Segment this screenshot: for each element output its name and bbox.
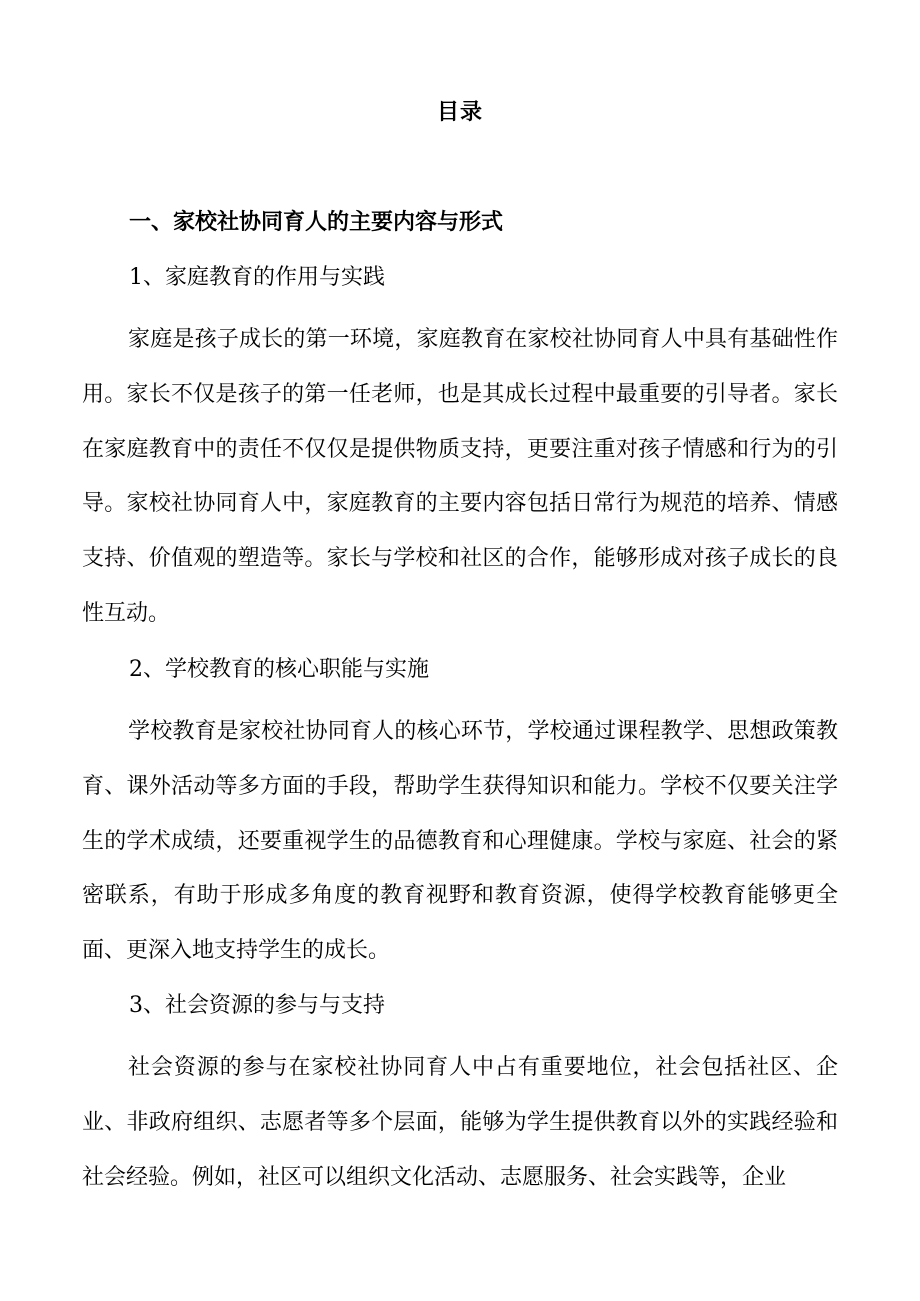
paragraph-1: 家庭是孩子成长的第一环境，家庭教育在家校社协同育人中具有基础性作用。家长不仅是孩子的第一任老师，也是其成长过程中最重要的引导者。家长在家庭教育中的责任不仅仅是提供物质支持，更要注重对孩子情感和行为的引导。家校社协同育人中，家庭教育的主要内容包括日常行为规范的培养、情感支持、价值观的塑造等。家长与学校和社区的合作，能够形成对孩子成长的良性互动。 [82, 327, 838, 626]
paragraph-3: 社会资源的参与在家校社协同育人中占有重要地位，社会包括社区、企业、非政府组织、志愿者等多个层面，能够为学生提供教育以外的实践经验和社会经验。例如，社区可以组织文化活动、志愿服务、社会实践等，企业 [82, 1055, 838, 1190]
subsection-heading-2: 2、学校教育的核心职能与实施 [129, 657, 429, 682]
paragraph-2: 学校教育是家校社协同育人的核心环节，学校通过课程教学、思想政策教育、课外活动等多方面的手段，帮助学生获得知识和能力。学校不仅要关注学生的学术成绩，还要重视学生的品德教育和心理健康。学校与家庭、社会的紧密联系，有助于形成多角度的教育视野和教育资源，使得学校教育能够更全面、更深入地支持学生的成长。 [82, 719, 838, 964]
section-heading: 一、家校社协同育人的主要内容与形式 [129, 209, 504, 235]
subsection-heading-1: 1、家庭教育的作用与实践 [129, 265, 385, 290]
document-title: 目录 [436, 99, 483, 125]
subsection-heading-3: 3、社会资源的参与与支持 [129, 993, 385, 1018]
